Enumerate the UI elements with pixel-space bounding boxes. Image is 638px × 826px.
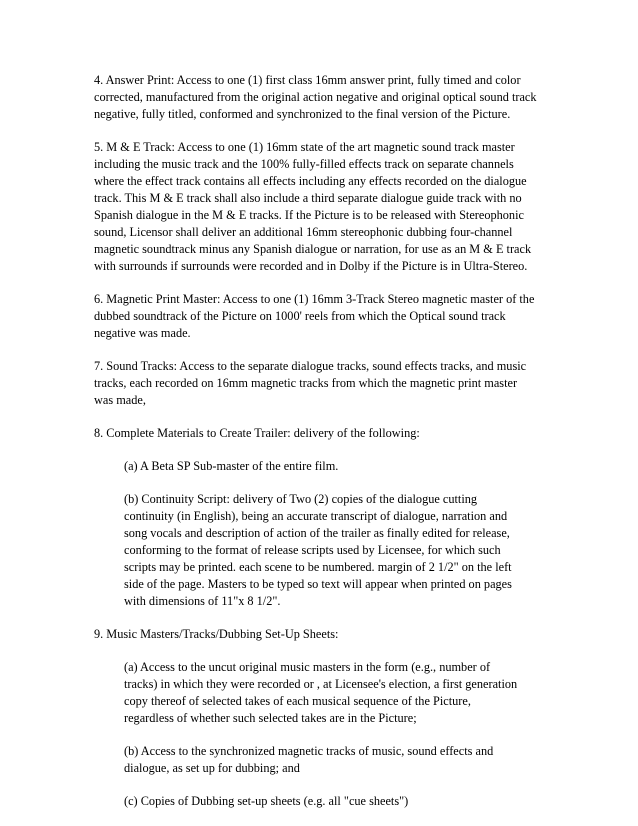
trailer-materials-clause: 8. Complete Materials to Create Trailer: delivery of the following: xyxy=(94,426,420,440)
sound-tracks-clause: 7. Sound Tracks: Access to the separate dialogue tracks, sound effects tracks, and music tracks, each recorded on 16mm magnetic tracks from which the magnetic print master was made, xyxy=(94,359,527,407)
music-masters-item-a: (a) Access to the uncut original music masters in the form (e.g., number of tracks) in which they were recorded or , at Licensee's election, a first generation copy thereof of selected takes of each musical sequence of the Picture, regardless of whether such selected takes are in the Picture; xyxy=(124,660,518,725)
answer-print-clause: 4. Answer Print: Access to one (1) first class 16mm answer print, fully timed and color corrected, manufactured from the original action negative and original optical sound track negative, fully titled, conformed and synchronized to the final version of the Picture. xyxy=(94,73,537,121)
magnetic-print-master-clause: 6. Magnetic Print Master: Access to one (1) 16mm 3-Track Stereo magnetic master of the dubbed soundtrack of the Picture on 1000' reels from which the Optical sound track negative was made. xyxy=(94,292,535,340)
document-body xyxy=(94,72,594,826)
music-masters-item-c: (c) Copies of Dubbing set-up sheets (e.g. all "cue sheets") xyxy=(124,794,409,808)
music-masters-clause: 9. Music Masters/Tracks/Dubbing Set-Up Sheets: xyxy=(94,627,339,641)
trailer-materials-item-a: (a) A Beta SP Sub-master of the entire film. xyxy=(124,459,339,473)
music-masters-item-b: (b) Access to the synchronized magnetic tracks of music, sound effects and dialogue, as set up for dubbing; and xyxy=(124,744,494,775)
trailer-materials-item-b: (b) Continuity Script: delivery of Two (2) copies of the dialogue cutting continuity (in English), being an accurate transcript of dialogue, narration and song vocals and description of action of the trailer as finally edited for release, conforming to the format of release scripts used by Licensee, for which such scripts may be printed. each scene to be numbered. margin of 2 1/2" on the left side of the page. Masters to be typed so text will appear when printed on pages with dimensions of 11"x 8 1/2". xyxy=(124,492,512,608)
m-and-e-track-clause: 5. M & E Track: Access to one (1) 16mm state of the art magnetic sound track master including the music track and the 100% fully-filled effects track on separate channels where the effect track contains all effects including any effects recorded on the dialogue track. This M & E track shall also include a third separate dialogue guide track with no Spanish dialogue in the M & E tracks. If the Picture is to be released with Stereophonic sound, Licensor shall deliver an additional 16mm stereophonic dubbing four-channel magnetic soundtrack minus any Spanish dialogue or narration, for use as an M & E track with surrounds if surrounds were recorded and in Dolby if the Picture is in Ultra-Stereo. xyxy=(94,140,532,273)
